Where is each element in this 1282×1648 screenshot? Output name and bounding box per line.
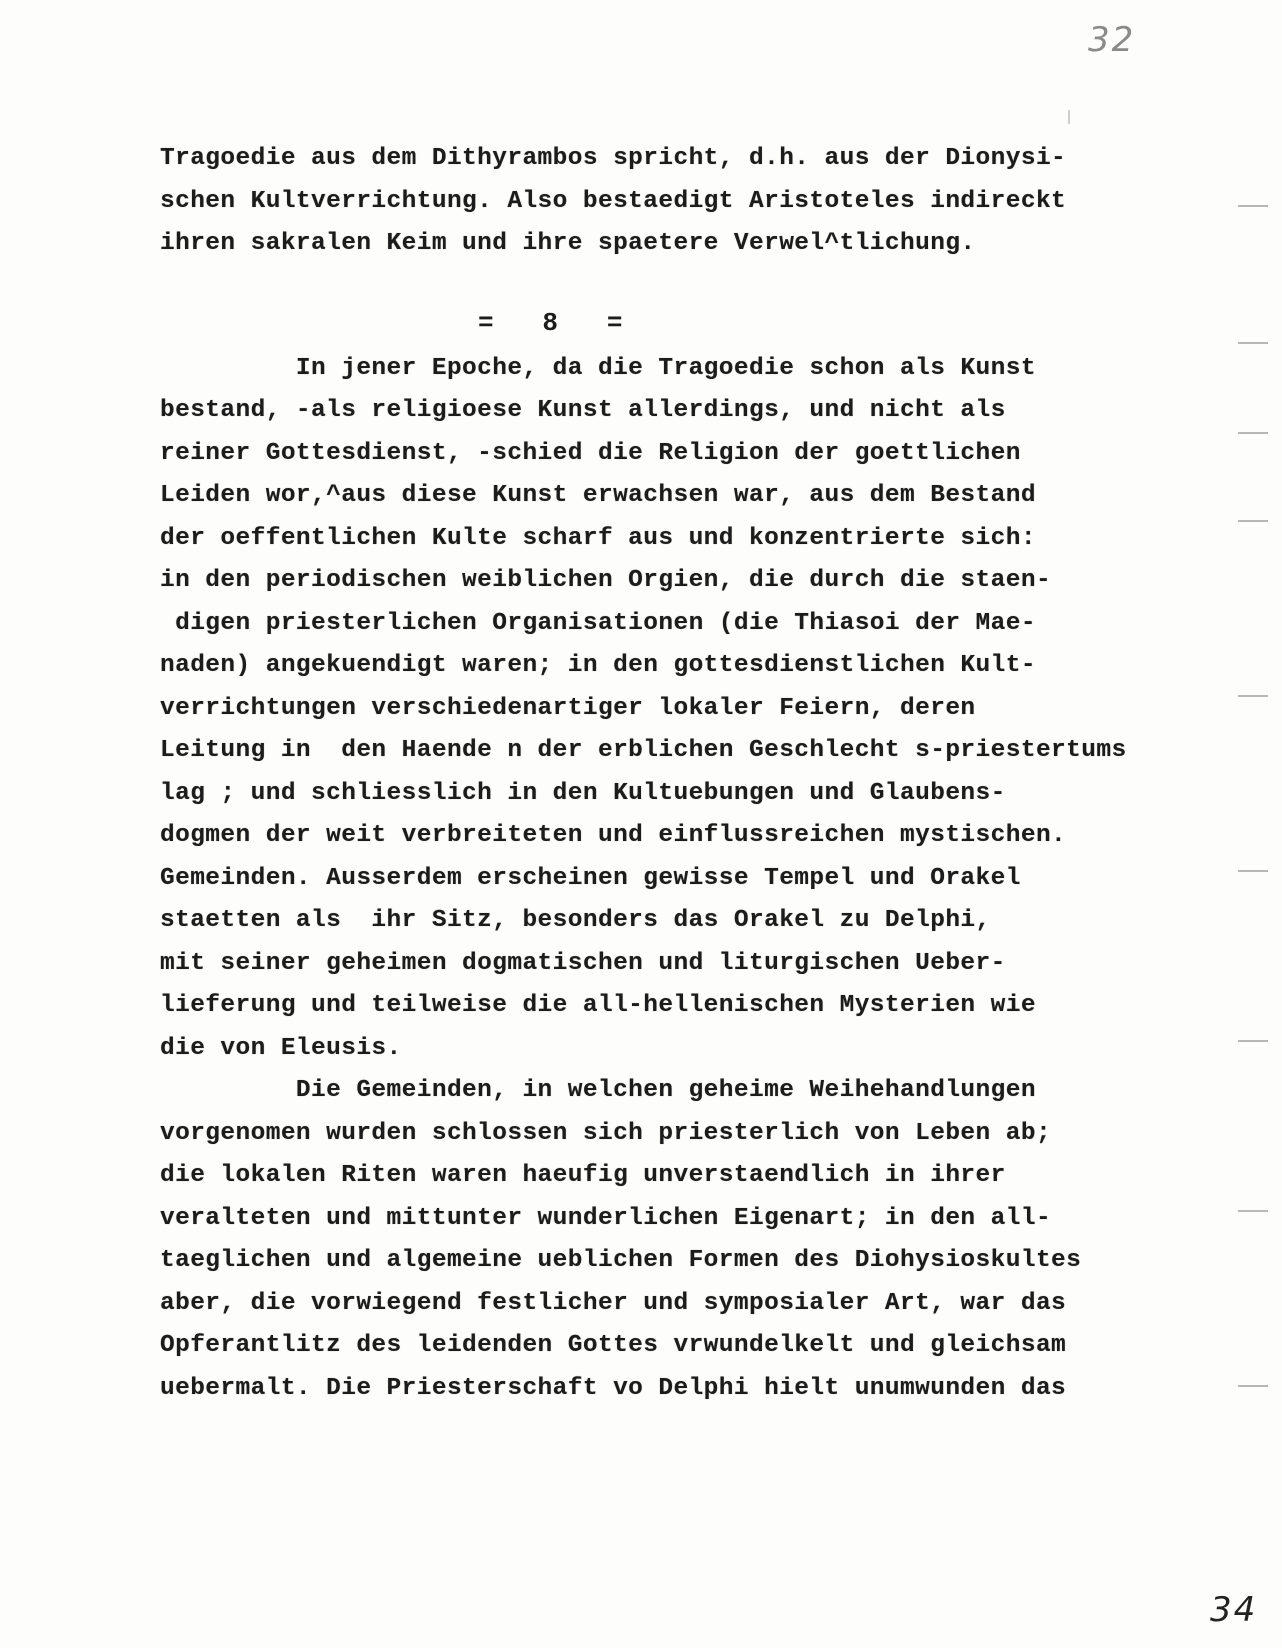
text-line: verrichtungen verschiedenartiger lokaler Feiern, deren — [160, 694, 976, 722]
text-line: die lokalen Riten waren haeufig unverstaendlich in ihrer — [160, 1162, 1006, 1189]
edge-mark — [1238, 520, 1268, 522]
edge-mark — [1238, 695, 1268, 697]
handwritten-page-number-bottom: 34 — [1210, 1590, 1258, 1630]
edge-mark — [1238, 1210, 1268, 1212]
text-line: digen priesterlichen Organisationen (die Thiasoi der Mae- — [160, 609, 1036, 637]
edge-mark — [1238, 1385, 1268, 1387]
edge-mark — [1238, 432, 1268, 434]
text-line: aber, die vorwiegend festlicher und symposialer Art, war das — [160, 1289, 1067, 1317]
text-line: In jener Epoche, da die Tragoedie schon als Kunst — [160, 354, 1036, 382]
text-line: Leitung in den Haende n der erblichen Geschlecht s-priestertums — [160, 737, 1127, 764]
text-line: die von Eleusis. — [160, 1034, 402, 1062]
text-line: lag ; und schliesslich in den Kultuebungen und Glaubens- — [160, 779, 1006, 807]
intro-paragraph — [160, 138, 1160, 266]
text-line: bestand, -als religioese Kunst allerdings, und nicht als — [160, 397, 1006, 424]
typed-text — [160, 138, 1160, 1410]
text-line: uebermalt. Die Priesterschaft vo Delphi hielt unumwunden das — [160, 1374, 1067, 1402]
text-line: staetten als ihr Sitz, besonders das Orakel zu Delphi, — [160, 907, 991, 934]
text-line: Tragoedie aus dem Dithyrambos spricht, d.h. aus der Dionysi- — [160, 145, 1067, 172]
handwritten-page-number-top: 32 — [1088, 20, 1136, 60]
text-line: Die Gemeinden, in welchen geheime Weihehandlungen — [160, 1077, 1036, 1104]
text-line: Gemeinden. Ausserdem erscheinen gewisse Tempel und Orakel — [160, 864, 1021, 892]
text-line: mit seiner geheimen dogmatischen und liturgischen Ueber- — [160, 949, 1006, 977]
text-line: in den periodischen weiblichen Orgien, die durch die staen- — [160, 567, 1052, 594]
edge-mark — [1238, 870, 1268, 872]
edge-mark — [1238, 1040, 1268, 1042]
section-number: = 8 = — [478, 307, 623, 338]
text-line: taeglichen und algemeine ueblichen Formen des Diohysioskultes — [160, 1247, 1082, 1274]
text-line: ihren sakralen Keim und ihre spaetere Verwel^tlichung. — [160, 230, 976, 257]
margin-mark — [1068, 110, 1070, 124]
text-line: veralteten und mittunter wunderlichen Eigenart; in den all- — [160, 1204, 1052, 1232]
paragraph-two — [160, 1070, 1160, 1410]
text-line: lieferung und teilweise die all-hellenischen Mysterien wie — [160, 992, 1036, 1019]
edge-mark — [1238, 342, 1268, 344]
text-line: reiner Gottesdienst, -schied die Religion der goettlichen — [160, 439, 1021, 467]
text-line: Opferantlitz des leidenden Gottes vrwundelkelt und gleichsam — [160, 1332, 1067, 1359]
text-line: dogmen der weit verbreiteten und einflussreichen mystischen. — [160, 822, 1067, 849]
text-line: Leiden wor,^aus diese Kunst erwachsen war, aus dem Bestand — [160, 482, 1036, 509]
edge-mark — [1238, 205, 1268, 207]
text-line: schen Kultverrichtung. Also bestaedigt Aristoteles indireckt — [160, 187, 1067, 215]
paragraph-one — [160, 348, 1160, 1071]
text-line: naden) angekuendigt waren; in den gottesdienstlichen Kult- — [160, 652, 1036, 679]
text-line: der oeffentlichen Kulte scharf aus und konzentrierte sich: — [160, 524, 1036, 552]
text-line: vorgenomen wurden schlossen sich priesterlich von Leben ab; — [160, 1119, 1052, 1147]
